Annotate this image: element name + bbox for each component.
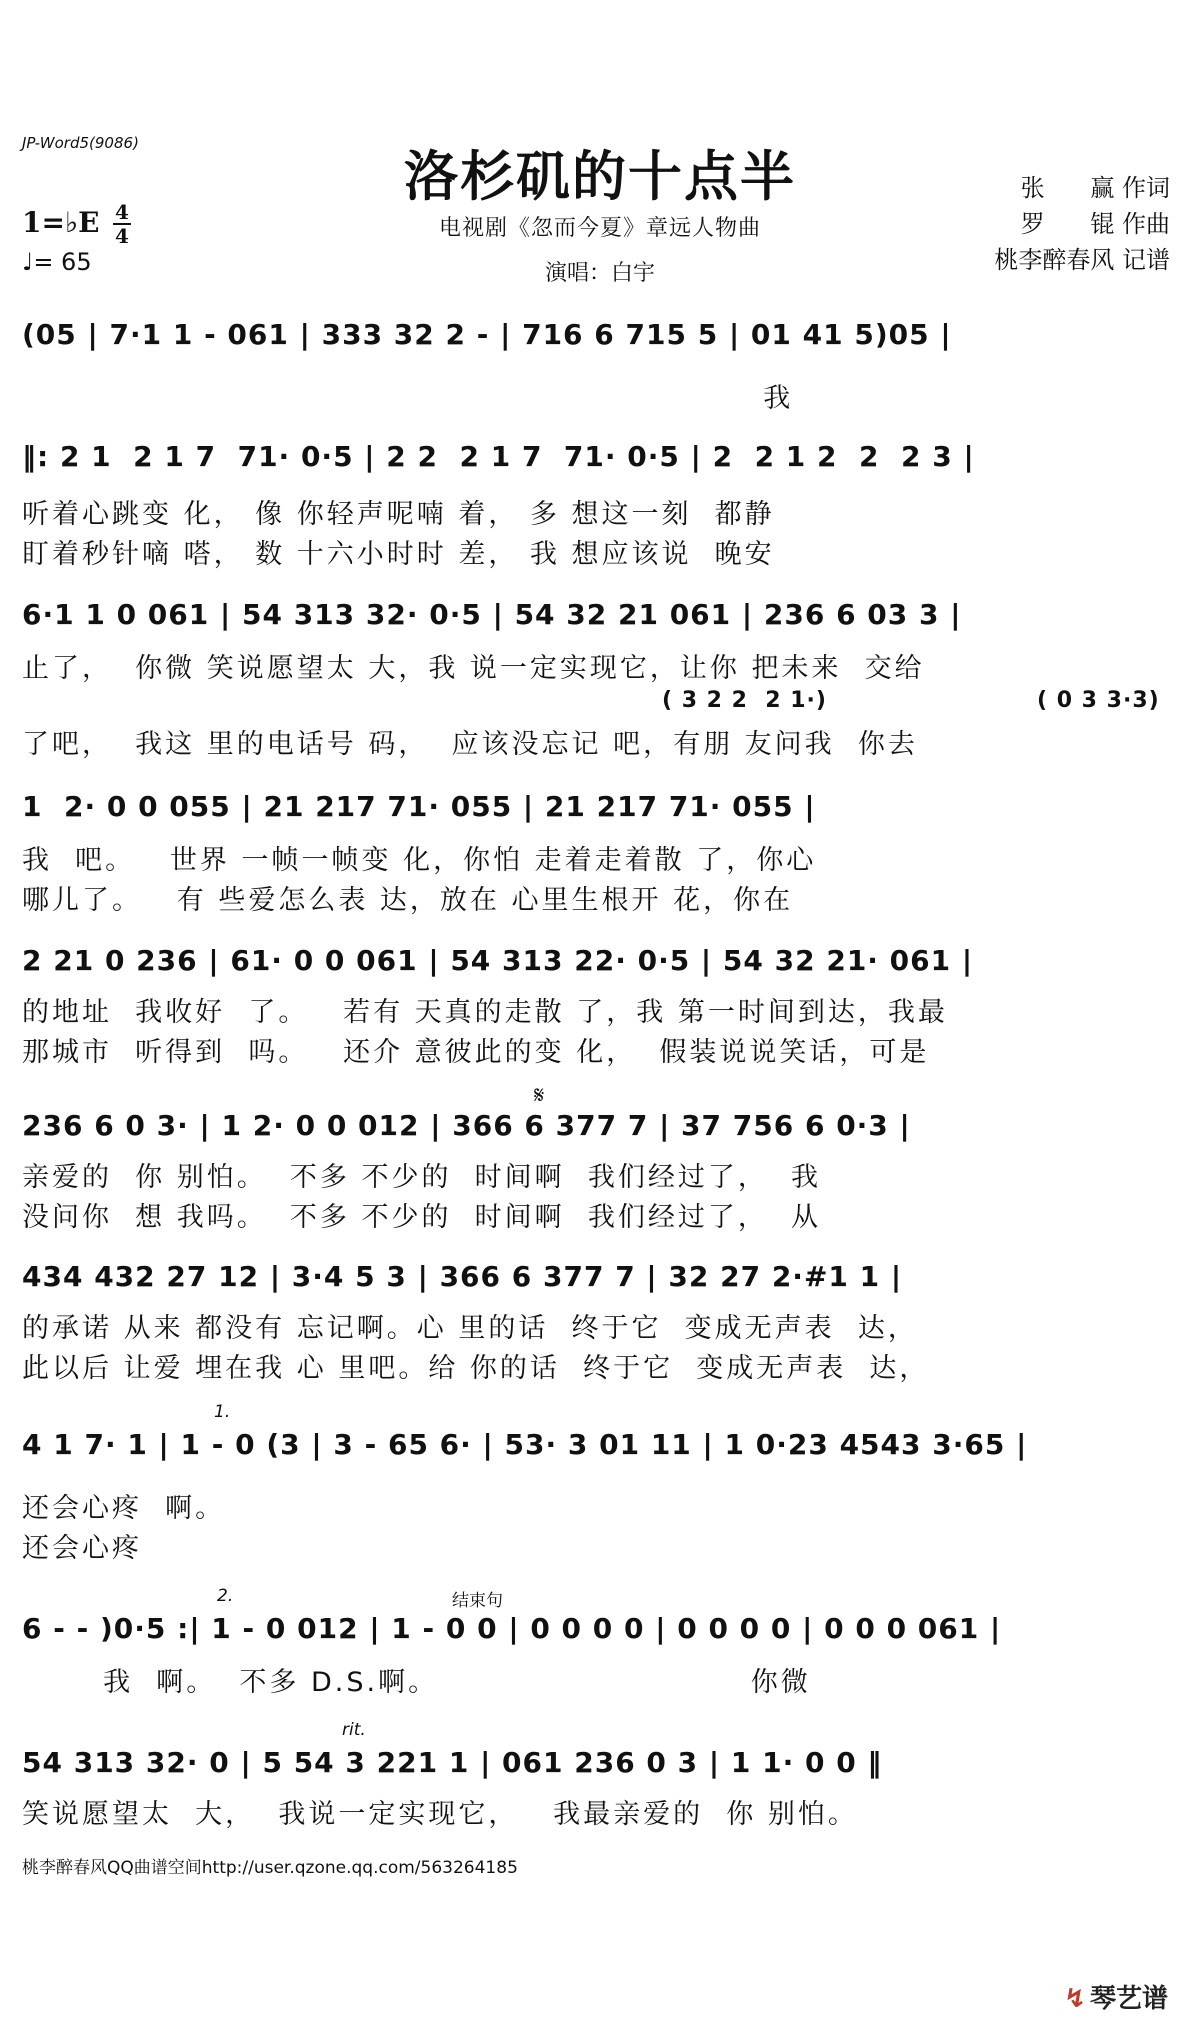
- score-line-10: [22, 1720, 1172, 1830]
- lyrics-line-7b: 此以后 让爱 埋在我 心 里吧。给 你的话 终于它 变成无声表 达，: [22, 1353, 930, 1384]
- volta-2: 2.: [217, 1586, 234, 1606]
- notes-line-6: 236 6 0 3· | 1 2· 0 0 012 | 366 6 377 7 | 37 756 6 0·3 |: [22, 1109, 911, 1142]
- site-logo: [1064, 1978, 1168, 2015]
- lyrics-line-7a: 的承诺 从来 都没有 忘记啊。心 里的话 终于它 变成无声表 达，: [22, 1313, 918, 1344]
- segno-sign: 𝄋: [534, 1081, 545, 1109]
- lyrics-line-4b: 哪儿了。 有 些爱怎么表 达，放在 心里生根开 花，你在: [22, 885, 794, 916]
- song-title: 洛杉矶的十点半: [404, 144, 796, 208]
- notes-line-8: 4 1 7· 1 | 1 - 0 (3 | 3 - 65 6· | 53· 3 01 11 | 1 0·23 4543 3·65 |: [22, 1428, 1028, 1461]
- lyrics-line-5b: 那城市 听得到 吗。 还介 意彼此的变 化， 假装说说笑话，可是: [22, 1037, 930, 1068]
- transcriber: 桃李醉春风 记谱: [994, 246, 1170, 274]
- score-line-6: [22, 1081, 1172, 1235]
- lyrics-line-8b: 还会心疼: [22, 1533, 142, 1564]
- lyrics-line-4a: 我 吧。 世界 一帧一帧变 化，你怕 走着走着散 了，你心: [22, 845, 817, 876]
- tempo-mark: ♩= 65: [22, 248, 92, 276]
- logo-icon: ↯: [1064, 1984, 1086, 2014]
- lyrics-line-10a: 笑说愿望太 大， 我说一定实现它， 我最亲爱的 你 别怕。: [22, 1799, 858, 1830]
- ritardando: rit.: [342, 1720, 366, 1740]
- score-line-5: [22, 944, 1172, 1074]
- alt-notes-b: ( 0 3 3·3): [1037, 688, 1160, 713]
- time-signature: [113, 202, 131, 246]
- software-label: JP-Word5(9086): [22, 134, 139, 152]
- notes-line-9: 6 - - )0·5 :| 1 - 0 012 | 1 - 0 0 | 0 0 0 0 | 0 0 0 0 | 0 0 0 061 |: [22, 1612, 1002, 1645]
- lyrics-line-3b: 了吧， 我这 里的电话号 码， 应该没忘记 吧，有朋 友问我 你去: [22, 729, 918, 760]
- lyrics-line-9a: 我 啊。 不多 D.S.啊。 你微: [22, 1667, 811, 1698]
- singer: 演唱：白宇: [544, 261, 655, 286]
- credits: [994, 170, 1170, 278]
- score-line-2: [22, 440, 1172, 570]
- ending-label: 结束句: [452, 1591, 503, 1611]
- lyrics-line-2a: 听着心跳变 化， 像 你轻声呢喃 着， 多 想这一刻 都静: [22, 499, 775, 530]
- alt-notes-a: ( 3 2 2 2 1·): [662, 688, 827, 713]
- lyrics-line-5a: 的地址 我收好 了。 若有 天真的走散 了，我 第一时间到达，我最: [22, 997, 948, 1028]
- lyrics-line-1a: 我: [22, 383, 794, 414]
- score-line-4: [22, 790, 1172, 920]
- notes-line-4: 1 2· 0 0 055 | 21 217 71· 055 | 21 217 71· 055 |: [22, 790, 816, 823]
- score-line-3: [22, 598, 1172, 758]
- lyricist: 张 赢 作词: [1020, 174, 1170, 202]
- footer-url: 桃李醉春风QQ曲谱空间http://user.qzone.qq.com/563264185: [22, 1858, 518, 1878]
- time-bottom: 4: [115, 224, 129, 248]
- lyrics-line-8a: 还会心疼 啊。: [22, 1493, 226, 1524]
- volta-1: 1.: [214, 1402, 231, 1422]
- time-top: 4: [115, 200, 129, 224]
- notes-line-5: 2 21 0 236 | 61· 0 0 061 | 54 313 22· 0·5 | 54 32 21· 061 |: [22, 944, 974, 977]
- notes-line-3: 6·1 1 0 061 | 54 313 32· 0·5 | 54 32 21 061 | 236 6 03 3 |: [22, 598, 962, 631]
- logo-text: 琴艺谱: [1089, 1984, 1168, 2014]
- lyrics-line-3a: 止了， 你微 笑说愿望太 大，我 说一定实现它，让你 把未来 交给: [22, 653, 925, 684]
- song-subtitle: 电视剧《忽而今夏》章远人物曲: [438, 216, 761, 241]
- composer: 罗 锟 作曲: [1020, 210, 1170, 238]
- score-line-1: [22, 318, 1172, 428]
- lyrics-line-6a: 亲爱的 你 别怕。 不多 不少的 时间啊 我们经过了， 我: [22, 1162, 821, 1193]
- lyrics-line-6b: 没问你 想 我吗。 不多 不少的 时间啊 我们经过了， 从: [22, 1202, 821, 1233]
- notes-line-10: 54 313 32· 0 | 5 54 3 221 1 | 061 236 0 3 | 1 1· 0 0 ‖: [22, 1746, 883, 1779]
- score-line-9: [22, 1586, 1172, 1706]
- lyrics-line-2b: 盯着秒针嘀 嗒， 数 十六小时时 差， 我 想应该说 晚安: [22, 539, 775, 570]
- notes-line-2: ‖: 2 1 2 1 7 71· 0·5 | 2 2 2 1 7 71· 0·5 | 2 2 1 2 2 2 3 |: [22, 440, 975, 473]
- notes-line-7: 434 432 27 12 | 3·4 5 3 | 366 6 377 7 | 32 27 2·#1 1 |: [22, 1260, 903, 1293]
- score-line-7: [22, 1260, 1172, 1400]
- key-signature: 1=♭E: [22, 206, 100, 239]
- notes-line-1: (05 | 7·1 1 - 061 | 333 32 2 - | 716 6 715 5 | 01 41 5)05 |: [22, 318, 952, 351]
- score-line-8: [22, 1402, 1172, 1572]
